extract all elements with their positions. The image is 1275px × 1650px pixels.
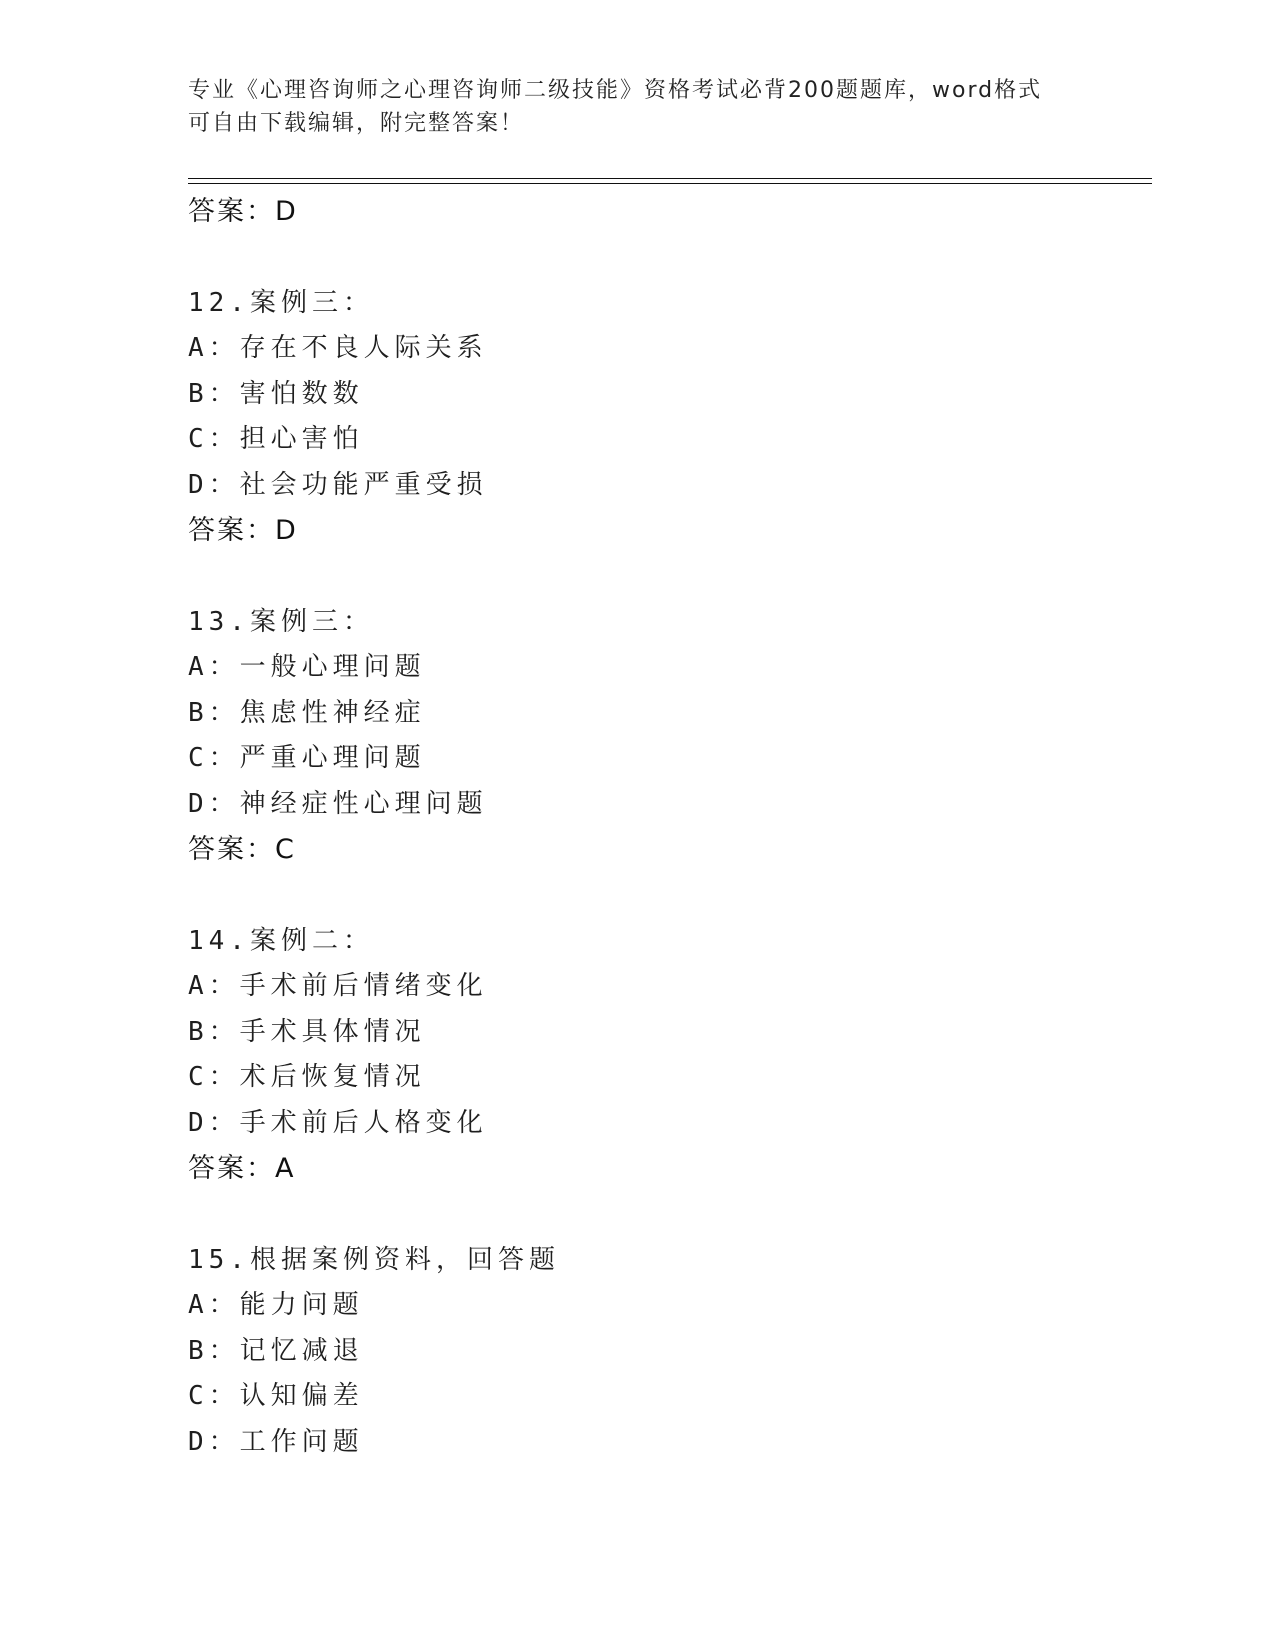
answer-line: 答案：D (188, 515, 298, 546)
answer-line: 答案：A (188, 1153, 296, 1184)
option-c: C：术后恢复情况 (188, 1062, 426, 1092)
option-d: D：工作问题 (188, 1426, 364, 1457)
question-title: 12.案例三： (188, 287, 374, 318)
spacer (188, 235, 1148, 281)
question-title: 13.案例三： (188, 606, 374, 637)
spacer (188, 1192, 1148, 1238)
question-title: 15.根据案例资料，回答题 (188, 1244, 560, 1275)
option-b: B：手术具体情况 (188, 1016, 426, 1047)
spacer (188, 554, 1148, 600)
option-d: D：社会功能严重受损 (188, 469, 488, 500)
answer-line: 答案：D (188, 196, 298, 227)
question-block (188, 919, 1148, 1192)
option-c: C：担心害怕 (188, 424, 364, 454)
spacer (188, 873, 1148, 919)
question-list (188, 189, 1148, 1465)
option-a: A：一般心理问题 (188, 652, 426, 682)
header-line-2: 可自由下载编辑，附完整答案！ (188, 111, 525, 136)
question-block (188, 600, 1148, 873)
header-divider-bottom (188, 183, 1152, 184)
question-block (188, 1238, 1148, 1466)
option-a: A：能力问题 (188, 1290, 364, 1320)
header-line-1: 专业《心理咨询师之心理咨询师二级技能》资格考试必背200题题库，word格式 (188, 78, 1043, 103)
option-b: B：害怕数数 (188, 378, 364, 409)
question-block (188, 281, 1148, 554)
option-d: D：手术前后人格变化 (188, 1107, 488, 1138)
question-title: 14.案例二： (188, 925, 374, 956)
option-a: A：手术前后情绪变化 (188, 971, 488, 1001)
option-b: B：焦虑性神经症 (188, 697, 426, 728)
document-header (188, 74, 1088, 140)
answer-line: 答案：C (188, 834, 296, 865)
option-c: C：认知偏差 (188, 1381, 364, 1411)
option-a: A：存在不良人际关系 (188, 333, 488, 363)
header-divider-top (188, 178, 1152, 179)
option-b: B：记忆减退 (188, 1335, 364, 1366)
option-c: C：严重心理问题 (188, 743, 426, 773)
option-d: D：神经症性心理问题 (188, 788, 488, 819)
